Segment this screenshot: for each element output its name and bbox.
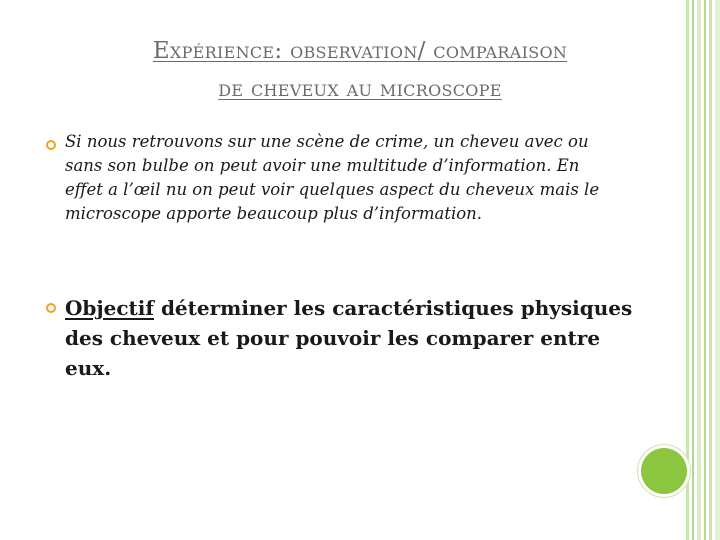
bullet-text-2 (65, 293, 636, 383)
title-part-2: observation/ comparaison (290, 38, 568, 64)
slide-title (40, 32, 680, 108)
bullet-ring-icon (46, 140, 56, 150)
decorative-stripe (686, 0, 689, 540)
decorative-stripe (715, 0, 720, 540)
title-line-2 (40, 70, 680, 108)
decorative-stripe (704, 0, 706, 540)
decorative-stripe (709, 0, 712, 540)
decorative-stripe (697, 0, 701, 540)
bullet-ring-icon (46, 303, 56, 313)
bullet-item-2 (46, 293, 636, 383)
title-part-3: de cheveux au microscope (218, 76, 502, 102)
title-part-1: Expérience: (152, 38, 291, 64)
green-circle-decoration (641, 448, 687, 494)
decorative-stripe (692, 0, 694, 540)
objective-text: déterminer les caractéristiques physiques des cheveux et pour pouvoir les comparer entre eux. (65, 296, 633, 380)
bullet-item-1 (46, 130, 606, 226)
objective-keyword: Objectif (65, 296, 154, 320)
title-line-1 (40, 32, 680, 70)
bullet-text-1: Si nous retrouvons sur une scène de crime, un cheveu avec ou sans son bulbe on peut avoir une multitude d’information. En effet a l’œil nu on peut voir quelques aspect du cheveux mais le microscope apporte beaucoup plus d’information. (65, 132, 600, 223)
